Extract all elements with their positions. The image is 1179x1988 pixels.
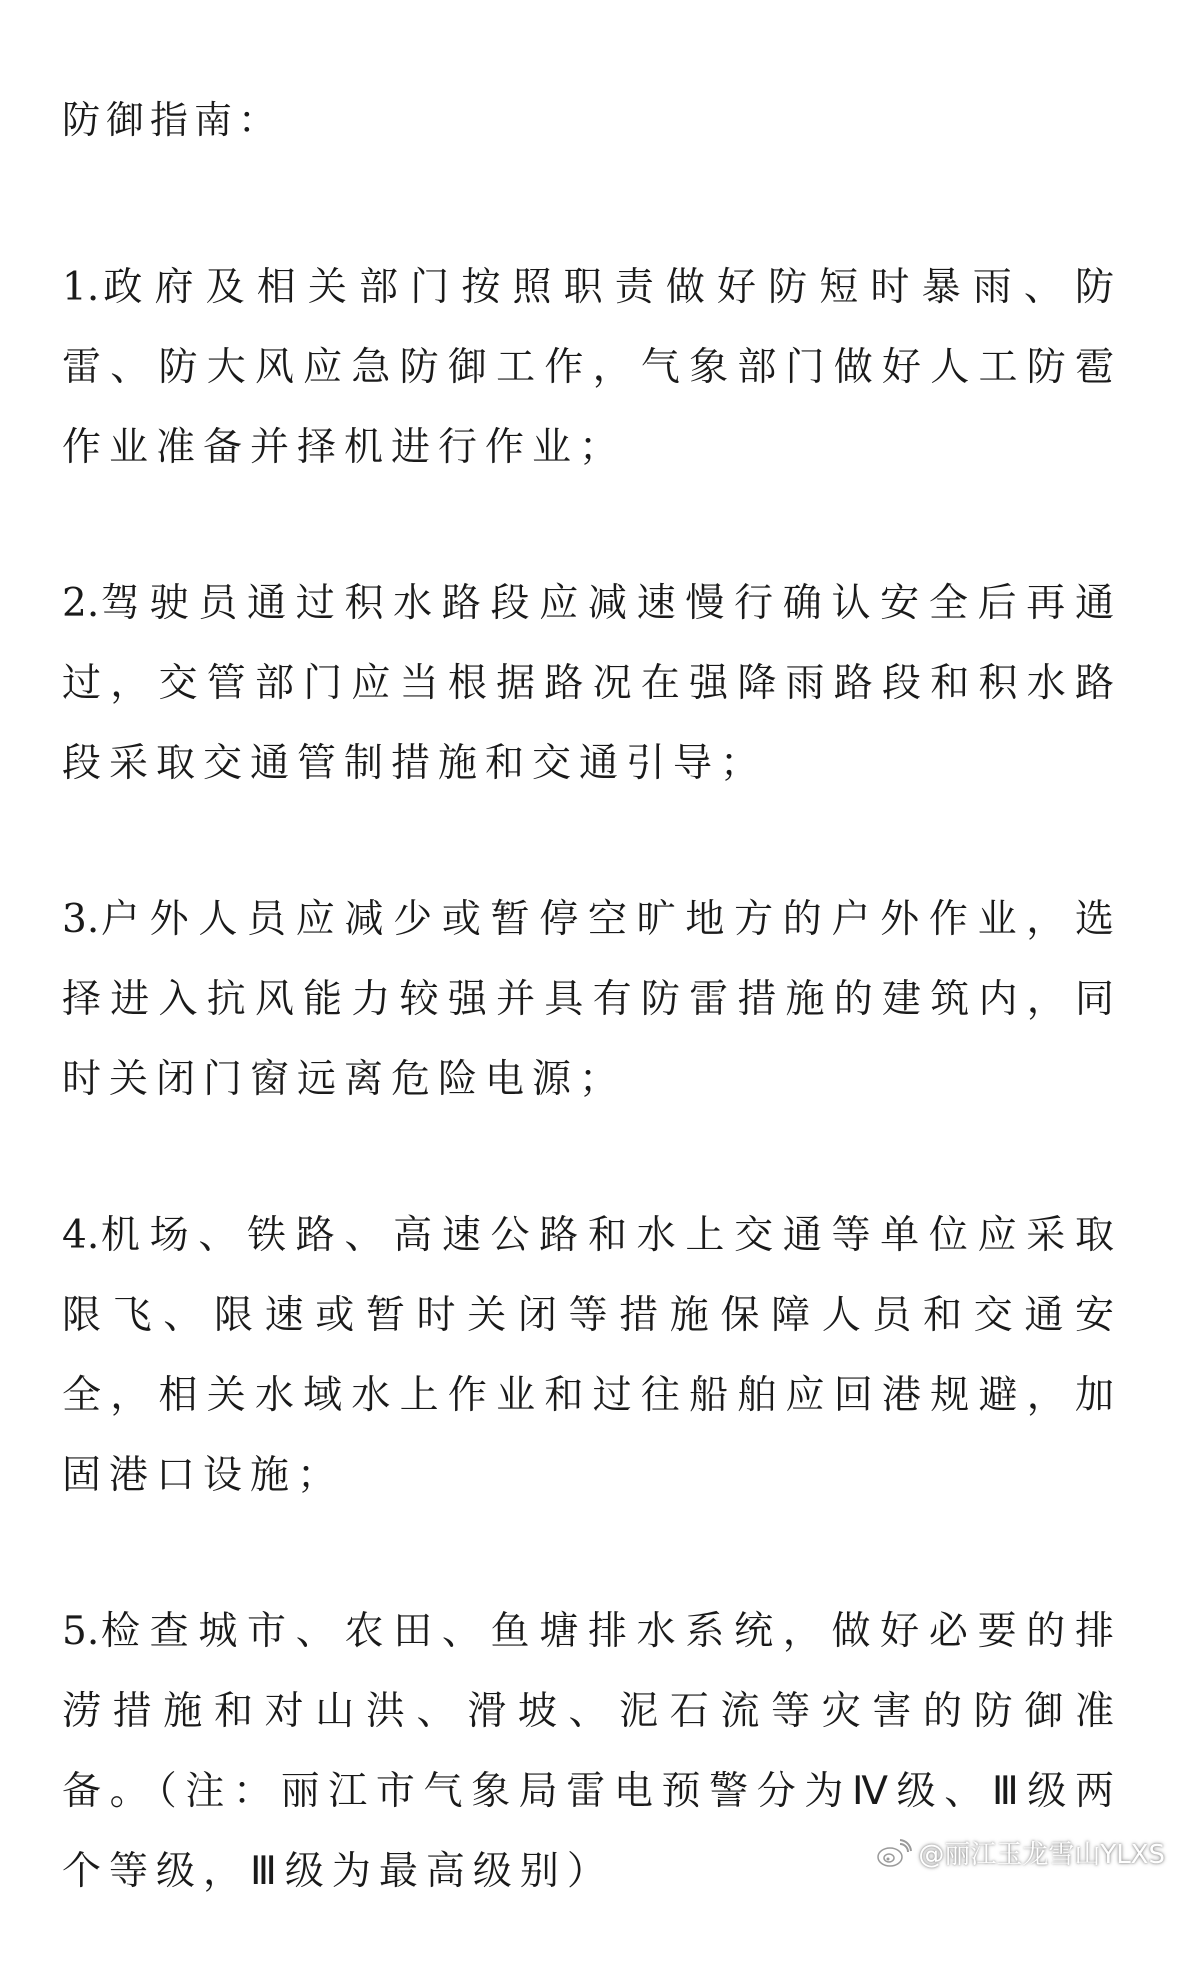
guideline-item-4 xyxy=(62,1196,1122,1516)
document-page xyxy=(62,90,1122,1988)
item-number: 2. xyxy=(62,581,100,626)
guideline-item-2 xyxy=(62,564,1122,804)
page-title: 防御指南： xyxy=(62,98,283,142)
item-number: 3. xyxy=(62,897,100,942)
item-text: 驾驶员通过积水路段应减速慢行确认安全后再通过，交管部门应当根据路况在强降雨路段和积水路段采取交通管制措施和交通引导； xyxy=(62,581,1122,786)
item-text: 机场、铁路、高速公路和水上交通等单位应采取限飞、限速或暂时关闭等措施保障人员和交通安全，相关水域水上作业和过往船舶应回港规避，加固港口设施； xyxy=(62,1213,1122,1498)
item-text: 检查城市、农田、鱼塘排水系统，做好必要的排涝措施和对山洪、滑坡、泥石流等灾害的防御准备。（注：丽江市气象局雷电预警分为Ⅳ级、Ⅲ级两个等级，Ⅲ级为最高级别） xyxy=(62,1609,1122,1894)
item-text: 户外人员应减少或暂停空旷地方的户外作业，选择进入抗风能力较强并具有防雷措施的建筑内，同时关闭门窗远离危险电源； xyxy=(62,897,1122,1102)
guideline-item-3 xyxy=(62,880,1122,1120)
watermark xyxy=(876,1834,1165,1871)
item-number: 1. xyxy=(62,265,100,310)
item-number: 4. xyxy=(62,1213,100,1258)
guideline-item-1 xyxy=(62,248,1122,488)
weibo-icon xyxy=(876,1838,912,1868)
watermark-text: @丽江玉龙雪山YLXS xyxy=(918,1840,1165,1870)
item-number: 5. xyxy=(62,1609,100,1654)
item-text: 政府及相关部门按照职责做好防短时暴雨、防雷、防大风应急防御工作，气象部门做好人工防雹作业准备并择机进行作业； xyxy=(62,265,1122,470)
